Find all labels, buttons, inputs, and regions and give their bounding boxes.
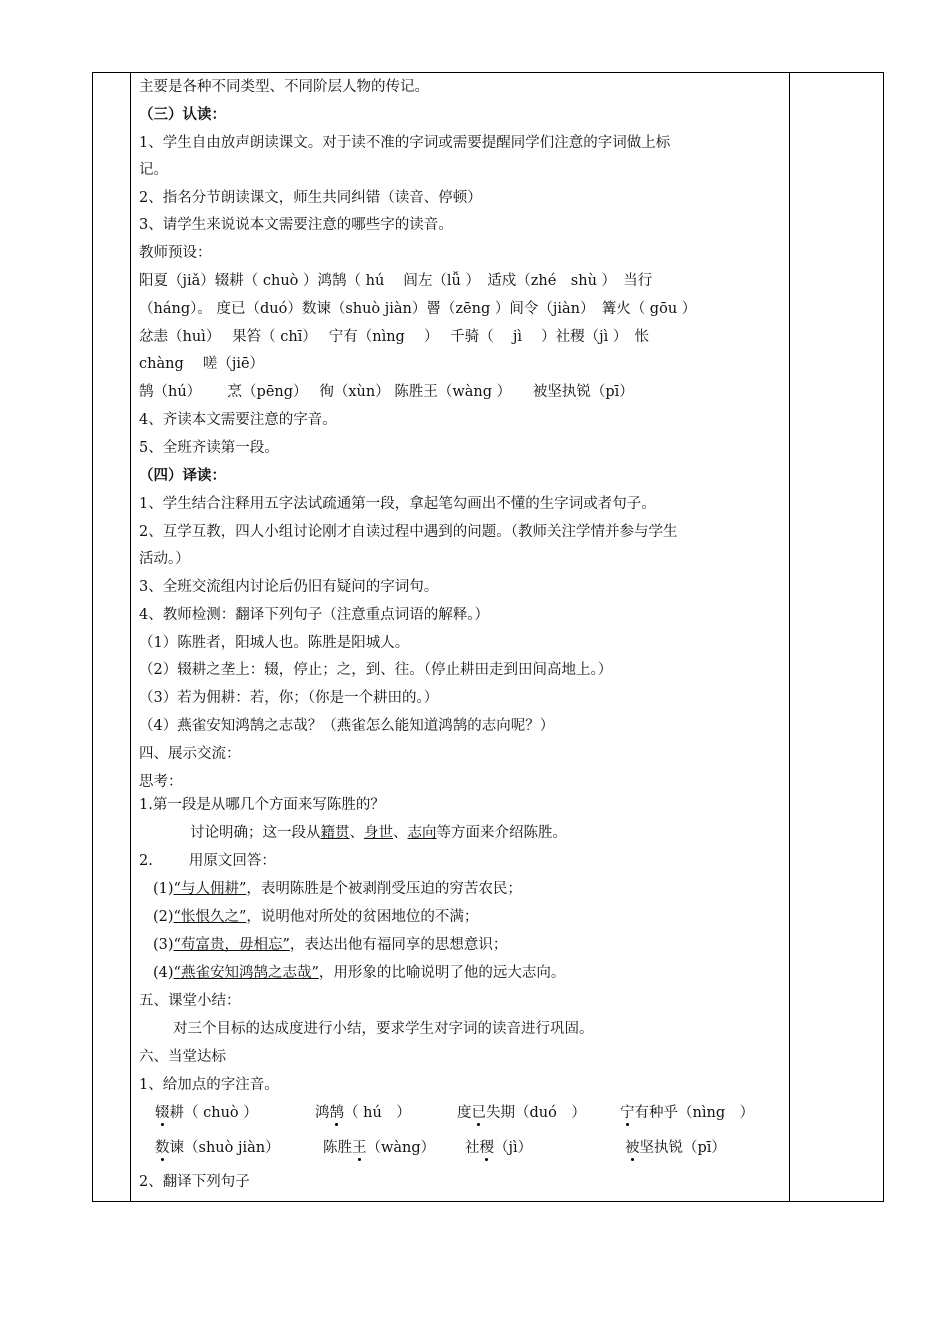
text-line: 5、全班齐读第一段。 (139, 440, 279, 456)
answer-explanation: ，表达出他有福同享的思想意识； (289, 937, 508, 953)
text-line: 活动。） (139, 551, 190, 567)
test-question-2: 2、翻译下列句子 (139, 1174, 250, 1190)
test-heading: 六、当堂达标 (139, 1049, 226, 1065)
text-line: 四、展示交流： (139, 746, 241, 762)
text-line: 2、指名分节朗读课文，师生共同纠错（读音、停顿） (139, 190, 482, 206)
text-line: 3、全班交流组内讨论后仍旧有疑问的字词句。 (139, 579, 439, 595)
text-line: 1、学生结合注释用五字法试疏通第一段，拿起笔勾画出不懂的生字词或者句子。 (139, 496, 656, 512)
answer-line (153, 879, 522, 899)
pinyin-item: 宁有种乎（nìng ） (620, 1105, 755, 1121)
text-line: 教师预设： (139, 245, 212, 261)
text-line: 主要是各种不同类型、不同阶层人物的传记。 (139, 79, 429, 95)
answer-quote: “燕雀安知鸿鹄之志哉” (173, 965, 319, 981)
text-line: （1）陈胜者，阳城人也。陈胜是阳城人。 (139, 635, 410, 651)
text-line: （háng）。 度已（duó）数谏（shuò jiàn）罾（zēng ）间令（jiàn） 篝火（ gōu ） (139, 301, 697, 317)
text-line: 1.第一段是从哪几个方面来写陈胜的？ (139, 797, 385, 813)
text-line: 3、请学生来说说本文需要注意的哪些字的读音。 (139, 217, 453, 233)
text-line: chàng 嗟（jiē） (139, 356, 265, 372)
answer-line (153, 963, 565, 983)
text-line: （3）若为佣耕：若，你；（你是一个耕田的。） (139, 690, 439, 706)
text-line: 1、学生自由放声朗读课文。对于读不准的字词或需要提醒同学们注意的字词做上标 (139, 135, 671, 151)
answer-number: (4) (153, 965, 174, 981)
answer-quote: “怅恨久之” (173, 909, 247, 925)
pinyin-item: 鸿鹄（ hú ） (315, 1105, 411, 1121)
pinyin-item: 被坚执锐（pī） (625, 1140, 726, 1156)
text-line: 4、教师检测：翻译下列句子（注意重点词语的解释。） (139, 607, 489, 623)
lesson-table (92, 72, 884, 1202)
answer-line (153, 907, 478, 927)
answer-explanation: ，用形象的比喻说明了他的远大志向。 (318, 965, 566, 981)
pinyin-item: 辍耕（ chuò ） (155, 1105, 258, 1121)
dotted-character: 鹄 (329, 1105, 344, 1121)
dotted-character: 稷 (479, 1140, 494, 1156)
column-divider-left (130, 73, 131, 1201)
answer-line (153, 935, 507, 955)
dotted-character: 已 (471, 1105, 486, 1121)
answer-quote: “与人佣耕” (173, 881, 247, 897)
dotted-character: 宁 (620, 1105, 635, 1121)
pinyin-item: 数谏（shuò jiàn） (155, 1140, 280, 1156)
summary-heading: 五、课堂小结： (139, 993, 241, 1009)
text-line: （四）译读： (139, 467, 226, 484)
pinyin-item: 社稷（jì） (465, 1140, 533, 1156)
text-line: （4）燕雀安知鸿鹄之志哉？（燕雀怎么能知道鸿鹄的志向呢？） (139, 718, 555, 734)
pinyin-item: 陈胜王（wàng） (323, 1140, 436, 1156)
text-line: 忿恚（huì） 果笞（ chī） 宁有（nìng ） 千骑（ jì ）社稷（jì ） 怅 (139, 329, 650, 345)
text-line: （2）辍耕之垄上：辍，停止；之，到、往。（停止耕田走到田间高地上。） (139, 662, 613, 678)
pinyin-item: 度已失期（duó ） (457, 1105, 586, 1121)
answer-quote: “苟富贵，毋相忘” (173, 937, 290, 953)
text-line: 思考： (139, 774, 183, 790)
answer-number: (1) (153, 881, 174, 897)
text-line: （三）认读： (139, 106, 226, 123)
answer-number: (3) (153, 937, 174, 953)
dotted-character: 被 (625, 1140, 640, 1156)
answer-number: (2) (153, 909, 174, 925)
text-line: 鹄（hú） 烹（pēng） 徇（xùn） 陈胜王（wàng ） 被坚执锐（pī） (139, 384, 634, 400)
text-line: 2、互学互教，四人小组讨论刚才自读过程中遇到的问题。（教师关注学情并参与学生 (139, 524, 678, 540)
pinyin-row-2 (155, 1138, 785, 1158)
dotted-character: 辍 (155, 1105, 170, 1121)
column-divider-right (789, 73, 790, 1201)
text-line: 记。 (139, 162, 168, 178)
summary-text: 对三个目标的达成度进行小结，要求学生对字词的读音进行巩固。 (173, 1021, 594, 1037)
text-line: 阳夏（jiǎ）辍耕（ chuò ）鸿鹄（ hú 闾左（lǚ ） 适戍（zhé shù ） 当行 (139, 273, 653, 289)
text-line: 4、齐读本文需要注意的字音。 (139, 412, 337, 428)
dotted-character: 王 (352, 1140, 367, 1156)
test-question-1: 1、给加点的字注音。 (139, 1077, 279, 1093)
discussion-conclusion: 讨论明确；这一段从籍贯、身世、志向等方面来介绍陈胜。 (190, 825, 567, 841)
answer-explanation: ，说明他对所处的贫困地位的不满； (246, 909, 479, 925)
answer-explanation: ，表明陈胜是个被剥削受压迫的穷苦农民； (246, 881, 522, 897)
dotted-character: 数 (155, 1140, 170, 1156)
pinyin-row-1 (155, 1103, 785, 1123)
question-2: 2. 用原文回答： (139, 853, 276, 869)
